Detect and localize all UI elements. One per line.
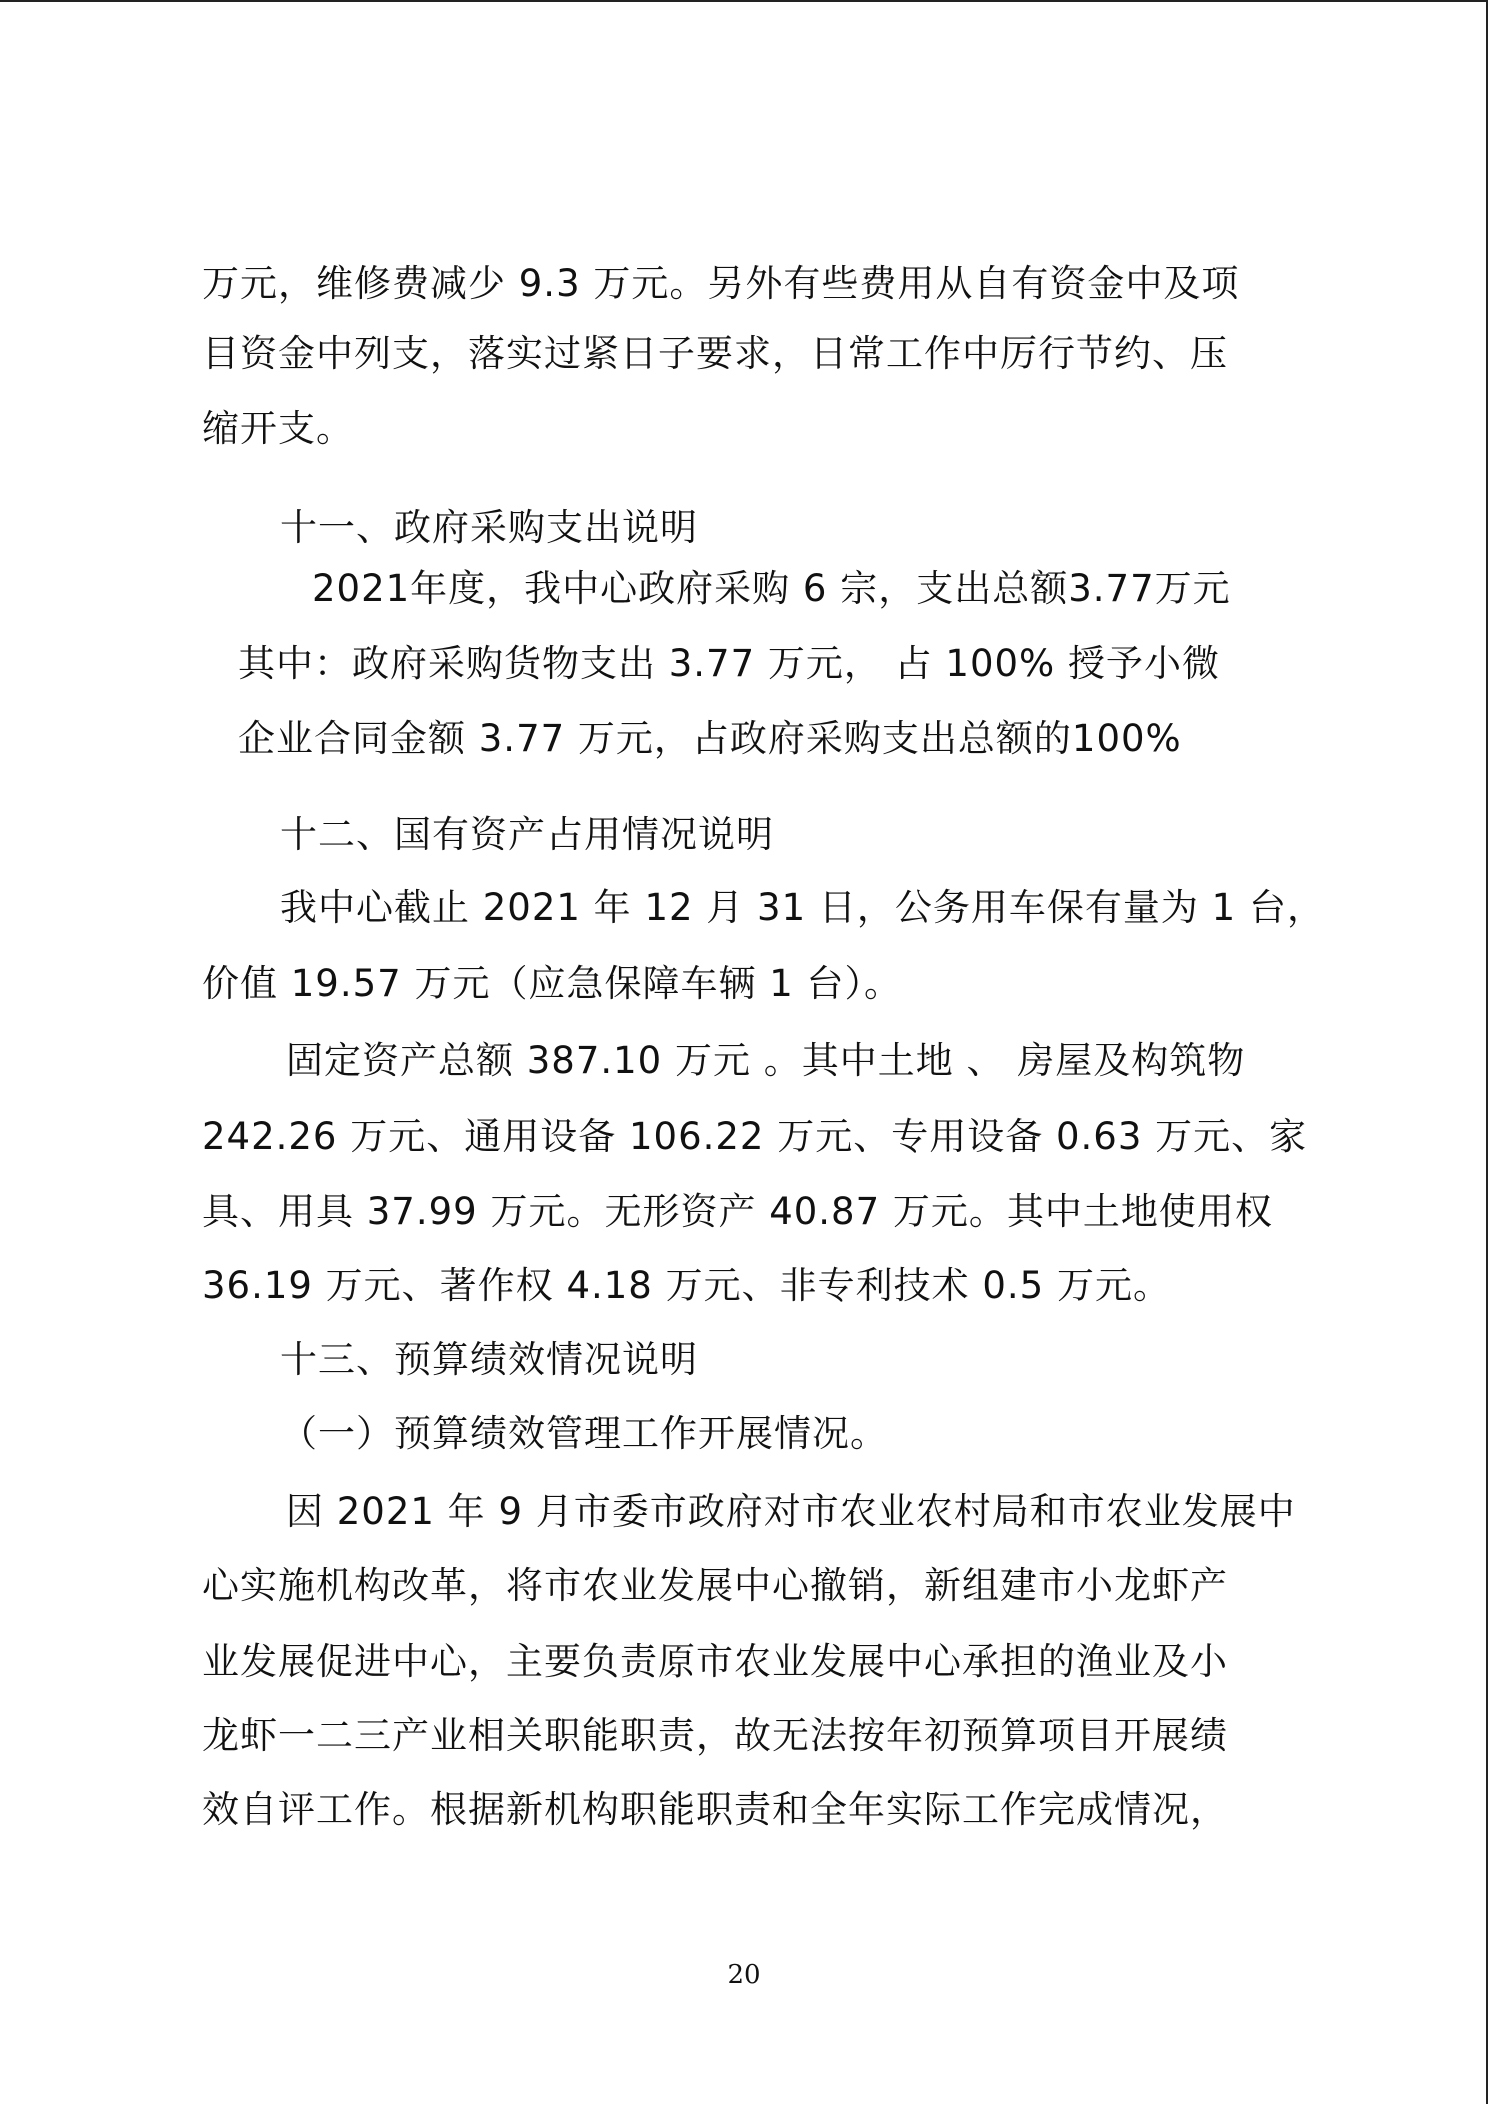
fixed-assets-line-1: 固定资产总额 387.10 万元 。其中土地 、 房屋及构筑物 — [286, 1039, 1246, 1082]
procurement-line-1: 2021年度，我中心政府采购 6 宗，支出总额3.77万元 — [312, 567, 1231, 610]
section-13-heading: 十三、预算绩效情况说明 — [280, 1338, 698, 1381]
maintenance-line-3: 缩开支。 — [202, 407, 354, 450]
procurement-line-2: 其中：政府采购货物支出 3.77 万元， 占 100% 授予小微 — [238, 642, 1220, 685]
fixed-assets-line-2: 242.26 万元、通用设备 106.22 万元、专用设备 0.63 万元、家 — [202, 1115, 1308, 1158]
maintenance-line-2: 目资金中列支，落实过紧日子要求，日常工作中厉行节约、压 — [202, 332, 1228, 375]
reform-line-1: 因 2021 年 9 月市委市政府对市农业农村局和市农业发展中 — [286, 1490, 1296, 1533]
fixed-assets-line-4: 36.19 万元、著作权 4.18 万元、非专利技术 0.5 万元。 — [202, 1264, 1171, 1307]
section-12-heading: 十二、国有资产占用情况说明 — [280, 813, 774, 856]
maintenance-line-1: 万元，维修费减少 9.3 万元。另外有些费用从自有资金中及项 — [202, 262, 1240, 305]
page-top-border — [0, 0, 1488, 2]
vehicle-line-2: 价值 19.57 万元（应急保障车辆 1 台）。 — [202, 962, 903, 1005]
reform-line-4: 龙虾一二三产业相关职能职责，故无法按年初预算项目开展绩 — [202, 1714, 1228, 1757]
section-11-heading: 十一、政府采购支出说明 — [280, 506, 698, 549]
fixed-assets-line-3: 具、用具 37.99 万元。无形资产 40.87 万元。其中土地使用权 — [202, 1190, 1273, 1233]
vehicle-line-1: 我中心截止 2021 年 12 月 31 日，公务用车保有量为 1 台， — [280, 886, 1325, 929]
reform-line-3: 业发展促进中心，主要负责原市农业发展中心承担的渔业及小 — [202, 1640, 1228, 1683]
page-number: 20 — [727, 1960, 761, 1990]
subsection-1-heading: （一）预算绩效管理工作开展情况。 — [280, 1412, 888, 1455]
reform-line-2: 心实施机构改革，将市农业发展中心撤销，新组建市小龙虾产 — [202, 1564, 1228, 1607]
procurement-line-3: 企业合同金额 3.77 万元，占政府采购支出总额的100% — [238, 717, 1182, 760]
reform-line-5: 效自评工作。根据新机构职能职责和全年实际工作完成情况， — [202, 1788, 1228, 1831]
